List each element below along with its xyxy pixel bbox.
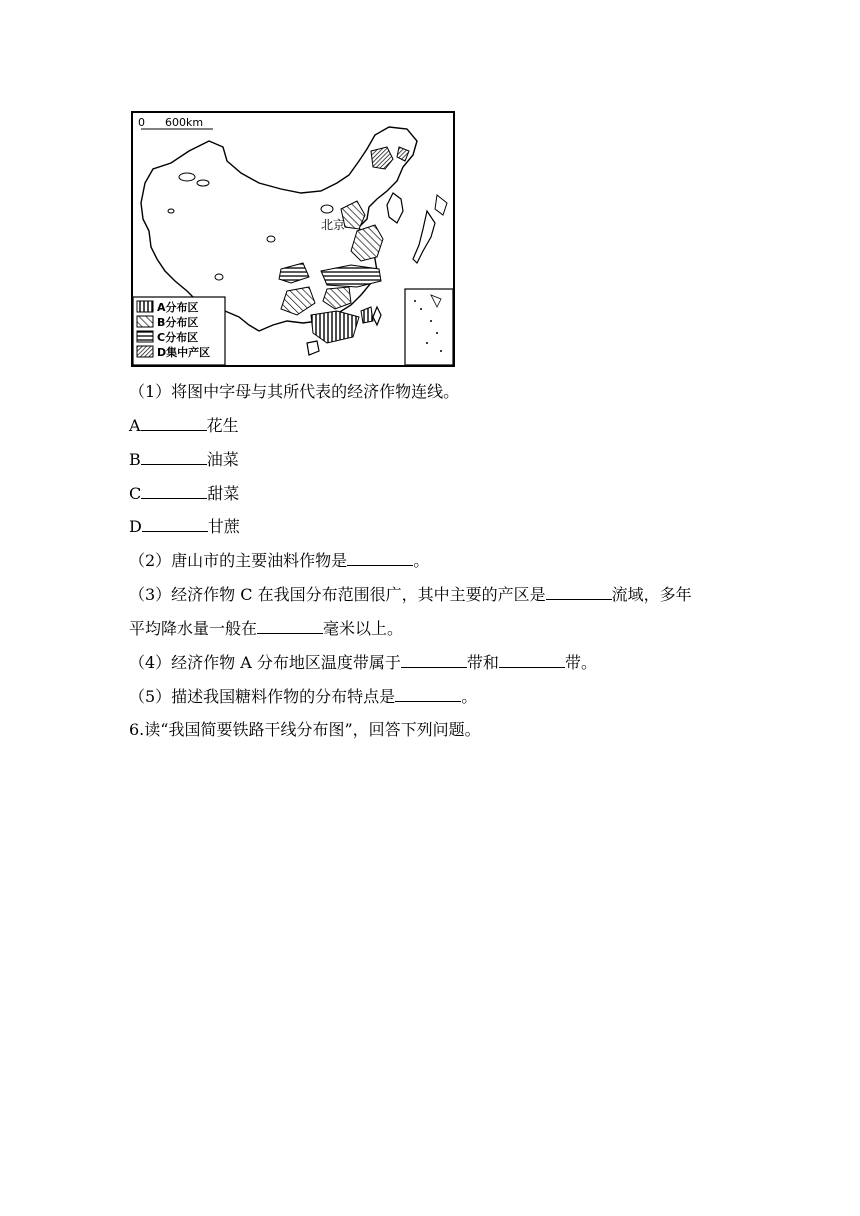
question-text: （5）描述我国糖料作物的分布特点是 (129, 687, 396, 706)
question-text: 带和 (466, 653, 499, 672)
match-row-b (129, 450, 239, 470)
question-text: 。 (413, 551, 430, 570)
match-row-c (129, 484, 239, 504)
question-text: （2）唐山市的主要油料作物是 (129, 551, 348, 570)
legend-swatch-d (137, 346, 153, 357)
question-text: （3）经济作物 C 在我国分布范围很广，其中主要的产区是 (129, 585, 546, 604)
question-2 (129, 551, 429, 571)
answer-blank[interactable] (142, 517, 208, 532)
match-letter: B (129, 450, 141, 469)
legend-swatch-a (137, 301, 153, 312)
match-letter: A (129, 416, 141, 435)
answer-blank[interactable] (401, 653, 467, 668)
scale-distance-label: 600km (165, 116, 204, 129)
match-crop: 甘蔗 (207, 517, 240, 536)
legend-label-d: D集中产区 (157, 346, 211, 359)
answer-blank[interactable] (141, 450, 207, 465)
legend-label-a: A分布区 (157, 301, 199, 314)
scale-zero-label: 0 (138, 116, 145, 129)
legend-swatch-b (137, 316, 153, 327)
legend-label-c: C分布区 (157, 331, 199, 344)
answer-blank[interactable] (499, 653, 565, 668)
question-1: （1）将图中字母与其所代表的经济作物连线。 (129, 382, 460, 401)
answer-blank[interactable] (347, 551, 413, 566)
match-row-d (129, 517, 240, 537)
legend-label-b: B分布区 (157, 316, 199, 329)
south-sea-inset (405, 289, 453, 365)
china-crop-distribution-map (131, 111, 455, 367)
question-6: 6.读“我国简要铁路干线分布图”，回答下列问题。 (129, 720, 481, 739)
match-letter: D (129, 517, 142, 536)
answer-blank[interactable] (546, 585, 612, 600)
question-text: 流域，多年 (611, 585, 692, 604)
question-3-line-1 (129, 585, 692, 605)
match-crop: 甜菜 (207, 484, 240, 503)
match-crop: 油菜 (206, 450, 239, 469)
match-row-a (129, 416, 239, 436)
question-3-line-2 (129, 619, 403, 639)
question-5 (129, 687, 477, 707)
legend-swatch-c (137, 331, 153, 342)
beijing-label: 北京 (321, 218, 346, 232)
question-text: （4）经济作物 A 分布地区温度带属于 (129, 653, 401, 672)
question-text: 毫米以上。 (323, 619, 404, 638)
question-4 (129, 653, 597, 673)
answer-blank[interactable] (141, 484, 207, 499)
question-text: 平均降水量一般在 (129, 619, 258, 638)
question-text: 。 (461, 687, 478, 706)
answer-blank[interactable] (141, 416, 207, 431)
match-letter: C (129, 484, 142, 503)
answer-blank[interactable] (257, 619, 323, 634)
map-legend (133, 297, 225, 365)
answer-blank[interactable] (395, 687, 461, 702)
match-crop: 花生 (206, 416, 239, 435)
question-text: 带。 (564, 653, 597, 672)
